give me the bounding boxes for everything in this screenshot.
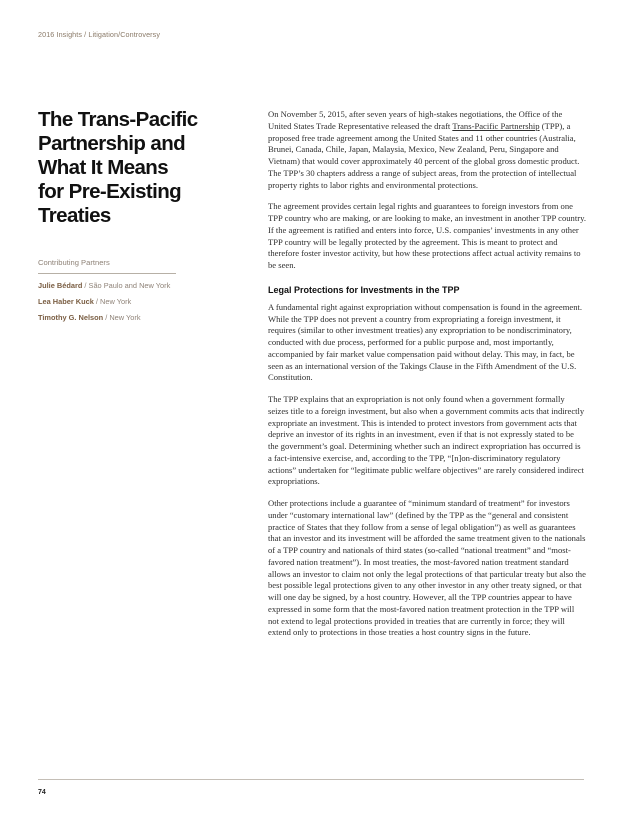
body-paragraph-1: A fundamental right against expropriation without compensation is found in the agreement. While the TPP does not prevent a country from expropriating a foreign investment, it requires (similar to other investment treaties) any expropriation to be nondiscriminatory, conducted with due process, performed for a public purpose and, most importantly, accompanied by fair market value compensation paid without delay. This may, in fact, be seen as an international version of the Takings Clause in the Fifth Amendment of the U.S. Constitution. [268,301,583,383]
partner-location: / São Paulo and New York [82,281,171,290]
partner-item [38,281,198,290]
section-heading: Legal Protections for Investments in the TPP [268,284,460,295]
partner-item [38,297,198,306]
intro-text-a: On November 5, 2015, after seven years of high-stakes negotiations, the Office of the United States Trade Representative released the draft [268,109,563,131]
tpp-link[interactable]: Trans-Pacific Partnership [452,120,540,131]
partner-name: Timothy G. Nelson [38,313,104,322]
article-body [268,109,586,649]
article-title: The Trans-Pacific Partnership and What It Means for Pre-Existing Treaties [38,108,198,227]
partner-location: / New York [93,297,132,306]
page-number: 74 [38,789,46,796]
partner-name: Lea Haber Kuck [38,297,94,306]
partner-item [38,313,198,322]
contributing-partners-label: Contributing Partners [38,258,176,274]
partner-name: Julie Bédard [38,281,83,290]
intro-paragraph-1 [268,109,586,191]
intro-paragraph-2: The agreement provides certain legal rights and guarantees to foreign investors from one TPP country who are making, or are looking to make, an investment in another TPP country. If the agreement is ratified and enters into force, U.S. companies’ investments in any other TPP country will be legally protected by the agreement. This is meant to protect and therefore foster investor activity, but how these protections affect actual activity remains to be seen. [268,201,586,270]
partner-location: / New York [103,313,141,322]
breadcrumb: 2016 Insights / Litigation/Controversy [38,30,161,39]
body-paragraph-3: Other protections include a guarantee of “minimum standard of treatment” for investors under “customary international law” (defined by the TPP as the “general and consistent practice of States that they follow from a sense of legal obligation”) as well as guarantees that an investor and its investment will be afforded the same treatment given to the nationals of a TPP country and nationals of third states (so-called “national treatment” and “most-favored nation treatment”). In most treaties, the most-favored nation treatment standard allows an investor to claim not only the legal protections of that particular treaty but also the best possible legal protections given to any other investor in any other treaty signed, or that will one day be signed, by a host country. However, all the TPP countries appear to have expressed in some form that the most-favored nation treatment protection in the TPP will not extend to legal protections provided in treaties that are currently in force; they will extend only to protections in those treaties a host country signs in the future. [268,498,586,638]
article-sidebar [38,108,198,322]
footer-divider [38,779,584,780]
intro-text-b: (TPP), a proposed free trade agreement among the United States and 11 other countries (Australia, Brunei, Canada, Chile, Japan, Malaysia, Mexico, New Zealand, Peru, Singapore and Vietnam) that would cover approximately 40 percent of the global gross domestic product. The TPP’s 30 chapters address a range of subject areas, from the protection of intellectual property rights to labor rights and environmental protections. [268,120,580,190]
body-paragraph-2: The TPP explains that an expropriation is not only found when a government formally seizes title to a foreign investment, but also when a government commits acts that indirectly expropriate an investment. This is intended to protect investors from government acts that deprive an investor of its rights in an investment, even if that is not expressly stated to be the government’s goal. Determining whether such an indirect expropriation has occurred is a fact-intensive exercise, and, according to the TPP, “[n]on-discriminatory regulatory actions” undertaken for “legitimate public welfare objectives” are rarely considered indirect expropriations. [268,394,585,487]
